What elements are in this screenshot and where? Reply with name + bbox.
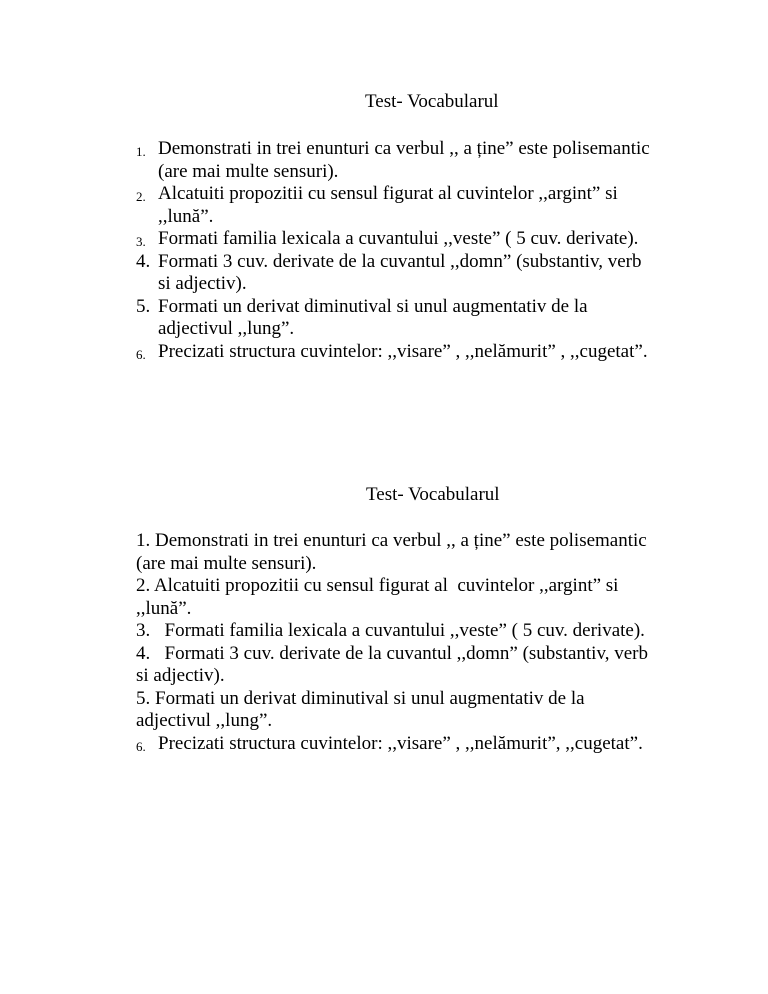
test-2-question-list	[136, 530, 656, 755]
test-1-title: Test- Vocabularul	[365, 91, 499, 112]
test-1-question-list	[136, 138, 656, 363]
question-number: 6.	[136, 346, 146, 362]
test-1-question-2	[136, 183, 656, 228]
question-number: 2.	[136, 189, 146, 204]
question-text: Formati 3 cuv. derivate de la cuvantul ,,domn” (substantiv, verb si adjectiv).	[136, 642, 653, 686]
question-number: 6.	[136, 738, 146, 754]
test-2-title: Test- Vocabularul	[366, 484, 500, 505]
question-text: Demonstrati in trei enunturi ca verbul ,, a ține” este polisemantic (are mai multe sensuri).	[158, 138, 650, 182]
question-text: Formati un derivat diminutival si unul augmentativ de la adjectivul ,,lung”.	[136, 687, 590, 731]
test-1-question-3	[136, 228, 656, 251]
test-2-question-3	[136, 620, 656, 643]
question-text: Precizati structura cuvintelor: ,,visare” , ,,nelămurit” , ,,cugetat”.	[158, 340, 648, 362]
question-text: Alcatuiti propozitii cu sensul figurat al cuvintelor ,,argint” si ,,lună”.	[158, 183, 618, 227]
question-text: Demonstrati in trei enunturi ca verbul ,, a ține” este polisemantic (are mai multe sensuri).	[136, 530, 652, 574]
question-number: 5.	[136, 295, 151, 317]
question-number: 1.	[136, 144, 146, 159]
test-2-question-4	[136, 643, 656, 688]
question-number: 4.	[136, 250, 151, 272]
question-number: 1.	[136, 530, 151, 551]
test-1-question-6	[136, 341, 656, 364]
question-text: Formati un derivat diminutival si unul augmentativ de la adjectivul ,,lung”.	[158, 295, 588, 339]
question-text: Formati familia lexicala a cuvantului ,,veste” ( 5 cuv. derivate).	[158, 228, 639, 249]
question-number: 4.	[136, 642, 151, 664]
test-2-question-5	[136, 688, 656, 733]
question-number: 3.	[136, 234, 146, 249]
question-text: Precizati structura cuvintelor: ,,visare” , ,,nelămurit”, ,,cugetat”.	[158, 732, 643, 754]
test-1-question-1	[136, 138, 656, 183]
test-2-question-1	[136, 530, 656, 575]
question-number: 3.	[136, 620, 151, 641]
test-1-question-4	[136, 251, 656, 296]
test-1-question-5	[136, 296, 656, 341]
test-2-question-2	[136, 575, 656, 620]
question-number: 2.	[136, 575, 151, 596]
question-text: Formati familia lexicala a cuvantului ,,veste” ( 5 cuv. derivate).	[150, 620, 645, 641]
question-number: 5.	[136, 687, 151, 709]
test-2-question-6	[136, 733, 656, 756]
question-text: Formati 3 cuv. derivate de la cuvantul ,,domn” (substantiv, verb si adjectiv).	[158, 250, 642, 294]
question-text: Alcatuiti propozitii cu sensul figurat al cuvintelor ,,argint” si ,,lună”.	[136, 575, 624, 619]
